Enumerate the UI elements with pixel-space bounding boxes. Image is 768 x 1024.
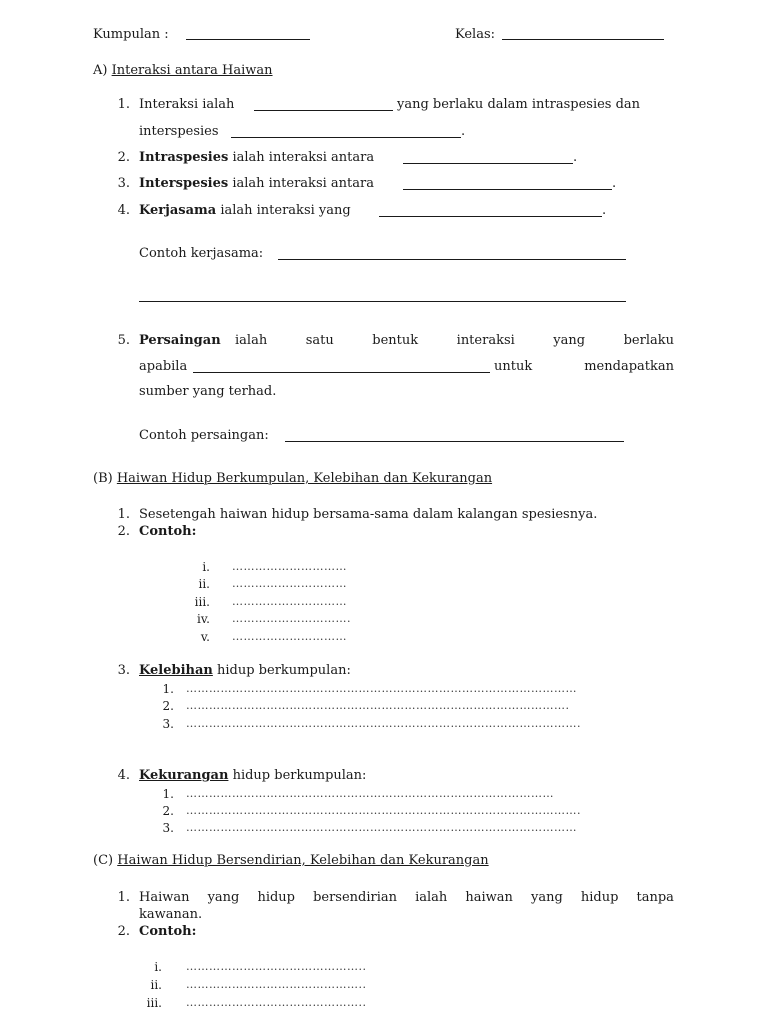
a2-end: . bbox=[573, 150, 578, 165]
kumpulan-input-line[interactable] bbox=[186, 39, 310, 40]
c1-word: bersendirian bbox=[313, 890, 398, 905]
a5-line2-after bbox=[494, 359, 674, 375]
b2-example-dots[interactable]: ………………………… bbox=[232, 577, 347, 590]
kelebihan-text: hidup berkumpulan: bbox=[217, 663, 351, 678]
c1-word: haiwan bbox=[465, 890, 513, 905]
b2-example-num: ii. bbox=[198, 577, 210, 591]
b3-heading bbox=[139, 663, 351, 679]
a4-definition: ialah interaksi yang bbox=[220, 203, 351, 218]
c2-example-dots[interactable]: ……………………………………….. bbox=[186, 996, 367, 1009]
b2-example-num: iv. bbox=[196, 612, 210, 626]
b2-example-dots[interactable]: ………………………… bbox=[232, 595, 347, 608]
kekurangan-item-num: 3. bbox=[162, 821, 174, 835]
a2-definition: ialah interaksi antara bbox=[232, 150, 375, 165]
a5-line2-before: apabila bbox=[139, 359, 188, 374]
a5-word: ialah bbox=[235, 333, 268, 348]
c2-example-num: i. bbox=[154, 960, 162, 974]
kekurangan-text: hidup berkumpulan: bbox=[232, 768, 367, 783]
section-a-heading bbox=[93, 63, 273, 79]
a4-number: 4. bbox=[117, 203, 130, 218]
a5-word: mendapatkan bbox=[584, 359, 674, 374]
section-c-heading bbox=[93, 853, 489, 869]
kelebihan-item-num: 3. bbox=[162, 717, 174, 731]
c2-number: 2. bbox=[117, 924, 130, 939]
a5-word: berlaku bbox=[623, 333, 674, 348]
a4-example-blank-2[interactable] bbox=[139, 301, 626, 302]
b2-example-num: iii. bbox=[194, 595, 210, 609]
a4-bold-term: Kerjasama bbox=[139, 203, 217, 218]
c1-word: yang bbox=[207, 890, 240, 905]
c1-word: hidup bbox=[257, 890, 295, 905]
kelebihan-item-dots[interactable]: ………………………………………………………………………………………… bbox=[186, 682, 577, 695]
c1-line2: kawanan. bbox=[139, 907, 203, 922]
section-b-title: Haiwan Hidup Berkumpulan, Kelebihan dan Kekurangan bbox=[116, 471, 493, 486]
a3-end: . bbox=[612, 176, 617, 191]
a5-number: 5. bbox=[117, 333, 130, 348]
a5-example-blank[interactable] bbox=[285, 441, 624, 442]
a5-example-label: Contoh persaingan: bbox=[139, 428, 269, 443]
a1-blank-2[interactable] bbox=[231, 137, 461, 138]
kelebihan-item-dots[interactable]: ………………………………………………………………………………………. bbox=[186, 699, 570, 712]
a1-text-middle: yang berlaku dalam intraspesies dan bbox=[397, 97, 641, 112]
a1-text-before: Interaksi ialah bbox=[139, 97, 235, 112]
a1-line2-end: . bbox=[461, 124, 466, 139]
kekurangan-item-dots[interactable]: ………………………………………………………………………………………… bbox=[186, 821, 577, 834]
section-a-letter: A) bbox=[93, 63, 108, 78]
section-c-title: Haiwan Hidup Bersendirian, Kelebihan dan Kekurangan bbox=[117, 853, 489, 868]
b1-number: 1. bbox=[117, 507, 130, 522]
kekurangan-item-num: 2. bbox=[162, 804, 174, 818]
kekurangan-item-dots[interactable]: …………………………………………………………………………………………. bbox=[186, 804, 581, 817]
b2-label: Contoh: bbox=[139, 524, 197, 539]
a5-blank[interactable] bbox=[193, 372, 490, 373]
a1-line2-before: interspesies bbox=[139, 124, 219, 139]
section-b-heading bbox=[93, 471, 492, 487]
c2-label: Contoh: bbox=[139, 924, 197, 939]
c1-number: 1. bbox=[117, 890, 130, 905]
a4-end: . bbox=[602, 203, 607, 218]
section-a-title: Interaksi antara Haiwan bbox=[111, 63, 273, 78]
a5-word: untuk bbox=[494, 359, 533, 374]
a4-text bbox=[139, 203, 351, 219]
kelas-label: Kelas: bbox=[455, 27, 496, 42]
a3-blank[interactable] bbox=[403, 189, 612, 190]
kelebihan-term: Kelebihan bbox=[139, 663, 213, 678]
b4-number: 4. bbox=[117, 768, 130, 783]
a2-text bbox=[139, 150, 374, 166]
a3-bold-term: Interspesies bbox=[139, 176, 229, 191]
b2-example-dots[interactable]: …………………………. bbox=[232, 612, 351, 625]
c2-example-num: iii. bbox=[146, 996, 162, 1010]
kekurangan-term: Kekurangan bbox=[139, 768, 229, 783]
a2-bold-term: Intraspesies bbox=[139, 150, 229, 165]
b2-example-dots[interactable]: ………………………… bbox=[232, 560, 347, 573]
kelas-input-line[interactable] bbox=[502, 39, 664, 40]
a5-word: satu bbox=[305, 333, 334, 348]
a2-blank[interactable] bbox=[403, 163, 573, 164]
c1-word: tanpa bbox=[636, 890, 674, 905]
kelebihan-item-dots[interactable]: …………………………………………………………………………………………. bbox=[186, 717, 581, 730]
a5-word: interaksi bbox=[456, 333, 515, 348]
a5-word: bentuk bbox=[372, 333, 419, 348]
c1-line1 bbox=[139, 890, 674, 906]
c1-word: yang bbox=[531, 890, 563, 905]
kekurangan-item-dots[interactable]: …………………………………………………………………………………… bbox=[186, 787, 554, 800]
a2-number: 2. bbox=[117, 150, 130, 165]
c1-word: Haiwan bbox=[139, 890, 190, 905]
c2-example-dots[interactable]: ……………………………………….. bbox=[186, 960, 367, 973]
b2-example-dots[interactable]: ………………………… bbox=[232, 630, 347, 643]
kumpulan-label: Kumpulan : bbox=[93, 27, 169, 42]
b4-heading bbox=[139, 768, 366, 784]
a5-line3: sumber yang terhad. bbox=[139, 384, 277, 399]
a5-bold-term: Persaingan bbox=[139, 333, 221, 348]
b2-example-num: i. bbox=[202, 560, 210, 574]
a5-word: yang bbox=[553, 333, 586, 348]
b1-text: Sesetengah haiwan hidup bersama-sama dalam kalangan spesiesnya. bbox=[139, 507, 598, 522]
a3-definition: ialah interaksi antara bbox=[232, 176, 374, 191]
kekurangan-item-num: 1. bbox=[162, 787, 174, 801]
section-c-letter: (C) bbox=[93, 853, 114, 868]
a5-line1 bbox=[235, 333, 674, 349]
a3-text bbox=[139, 176, 374, 192]
c1-word: hidup bbox=[580, 890, 619, 905]
b2-example-num: v. bbox=[200, 630, 210, 644]
c2-example-dots[interactable]: ……………………………………….. bbox=[186, 978, 367, 991]
a1-number: 1. bbox=[117, 97, 130, 112]
a4-example-label: Contoh kerjasama: bbox=[139, 246, 264, 261]
b2-number: 2. bbox=[117, 524, 130, 539]
a4-blank[interactable] bbox=[379, 216, 602, 217]
kelebihan-item-num: 1. bbox=[162, 682, 174, 696]
c2-example-num: ii. bbox=[150, 978, 162, 992]
b3-number: 3. bbox=[117, 663, 130, 678]
a1-blank[interactable] bbox=[254, 110, 393, 111]
a4-example-blank[interactable] bbox=[278, 259, 626, 260]
section-b-letter: (B) bbox=[93, 471, 113, 486]
kelebihan-item-num: 2. bbox=[162, 699, 174, 713]
c1-word: ialah bbox=[415, 890, 448, 905]
a3-number: 3. bbox=[117, 176, 130, 191]
